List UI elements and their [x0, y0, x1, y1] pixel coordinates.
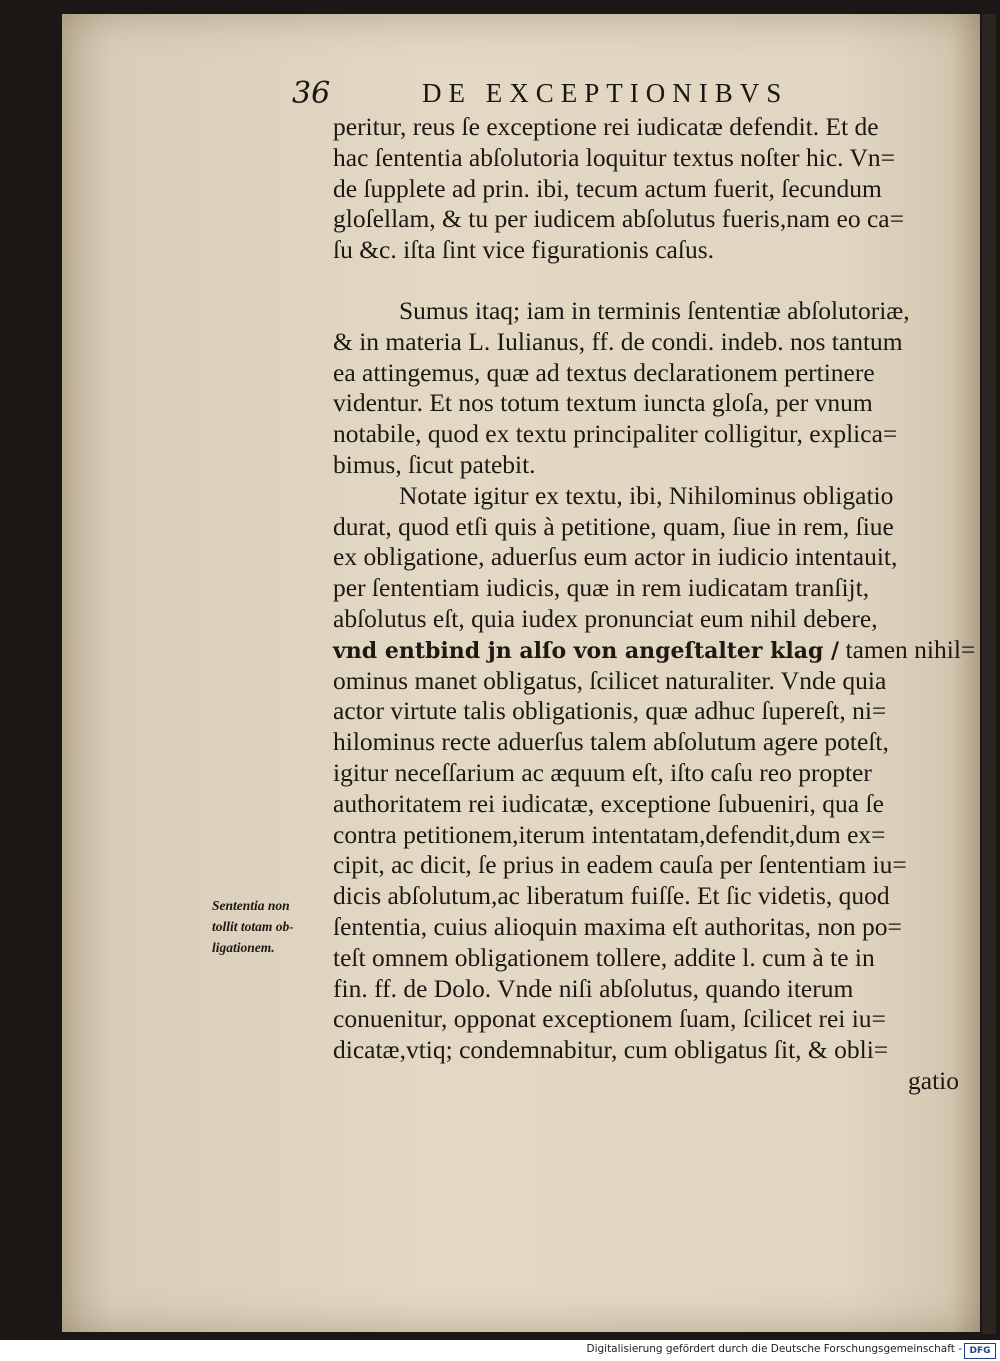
dfg-logo-icon: DFG — [964, 1343, 996, 1359]
text-line: abſolutus eſt, quia iudex pronunciat eum nihil debere, — [333, 603, 878, 633]
paragraph-gap — [333, 266, 963, 296]
text-line: Notate igitur ex textu, ibi, Nihilominus obligatio — [399, 480, 894, 510]
funding-credit: Digitalisierung gefördert durch die Deutsche Forschungsgemeinschaft - — [586, 1343, 962, 1355]
text-line: bimus, ſicut patebit. — [333, 449, 536, 479]
text-line: notabile, quod ex textu principaliter colligitur, explica= — [333, 419, 898, 449]
text-line: Sumus itaq; iam in terminis ſententiæ abſolutoriæ, — [399, 295, 910, 325]
running-title: DE EXCEPTIONIBVS — [422, 78, 789, 108]
text-line: fin. ff. de Dolo. Vnde niſi abſolutus, quando iterum — [333, 973, 854, 1003]
german-phrase: vnd entbind jn alſo von angeſtalter klag / — [333, 637, 840, 664]
margin-note — [212, 895, 330, 958]
text-line: conuenitur, opponat exceptionem ſuam, ſcilicet rei iu= — [333, 1004, 886, 1034]
text-line: ſu &c. iſta ſint vice figurationis caſus. — [333, 235, 714, 265]
page-header — [292, 76, 972, 116]
text-line: dicatæ,vtiq; condemnabitur, cum obligatus ſit, & obli= — [333, 1035, 889, 1065]
text-line: durat, quod etſi quis à petitione, quam, ſiue in rem, ſiue — [333, 511, 894, 541]
page-edge — [982, 14, 996, 1334]
margin-note-line: tollit totam ob- — [212, 919, 294, 934]
body-text — [333, 112, 976, 1097]
text-line: & in materia L. Iulianus, ff. de condi. indeb. nos tantum — [333, 326, 903, 356]
catchword: gatio — [908, 1065, 959, 1095]
text-line: contra petitionem,iterum intentatam,defendit,dum ex= — [333, 819, 886, 849]
text-line: teſt omnem obligationem tollere, addite l. cum à te in — [333, 942, 875, 972]
text-line: de ſupplete ad prin. ibi, tecum actum fuerit, ſecundum — [333, 173, 882, 203]
text-line: igitur neceſſarium ac æquum eſt, iſto caſu reo propter — [333, 757, 872, 787]
text-line-mixed — [333, 634, 976, 666]
text-line: hac ſententia abſolutoria loquitur textus noſter hic. Vn= — [333, 142, 896, 172]
text-line: hilominus recte aduerſus talem abſolutum agere poteſt, — [333, 727, 889, 757]
text-fragment: tamen nihil= — [845, 634, 976, 664]
text-line: ex obligatione, aduerſus eum actor in iudicio intentauit, — [333, 542, 898, 572]
text-line: gloſellam, & tu per iudicem abſolutus fueris,nam eo ca= — [333, 204, 904, 234]
page-number: 36 — [292, 76, 331, 111]
text-line: ominus manet obligatus, ſcilicet naturaliter. Vnde quia — [333, 665, 887, 695]
text-line: actor virtute talis obligationis, quæ adhuc ſupereſt, ni= — [333, 696, 887, 726]
text-line: dicis abſolutum,ac liberatum fuiſſe. Et ſic videtis, quod — [333, 881, 890, 911]
text-line: authoritatem rei iudicatæ, exceptione ſubueniri, qua ſe — [333, 788, 884, 818]
text-line: per ſententiam iudicis, quæ in rem iudicatam tranſijt, — [333, 573, 870, 603]
margin-note-line: ligationem. — [212, 940, 275, 955]
margin-note-line: Sententia non — [212, 898, 290, 913]
text-line: ſententia, cuius alioquin maxima eſt authoritas, non po= — [333, 911, 902, 941]
text-line: cipit, ac dicit, ſe prius in eadem cauſa per ſententiam iu= — [333, 850, 907, 880]
text-line: videntur. Et nos totum textum iuncta gloſa, per vnum — [333, 388, 873, 418]
footer-bar — [0, 1341, 1000, 1361]
text-line: ea attingemus, quæ ad textus declarationem pertinere — [333, 357, 875, 387]
text-line: peritur, reus ſe exceptione rei iudicatæ defendit. Et de — [333, 112, 879, 141]
